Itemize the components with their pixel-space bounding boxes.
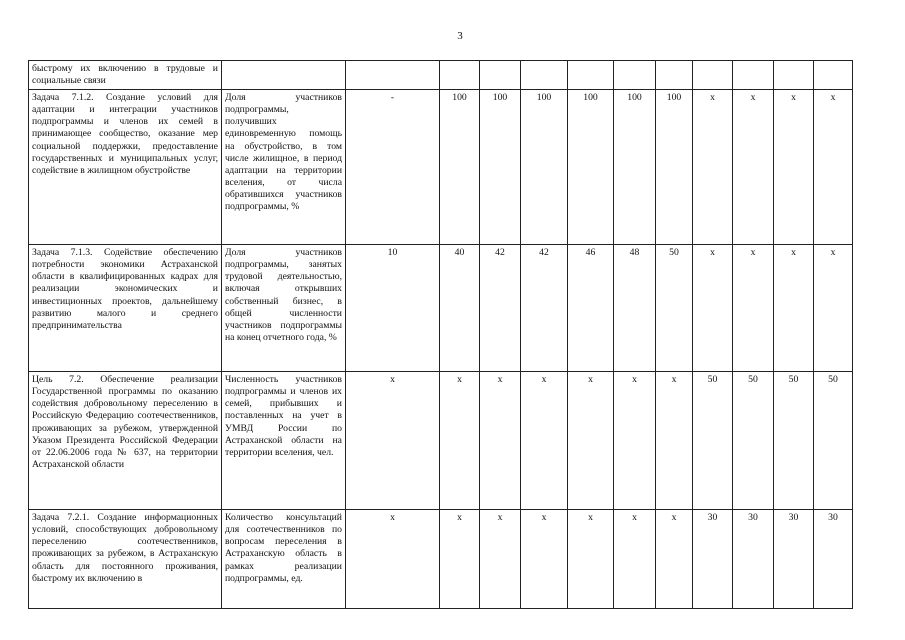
- value-cell: х: [480, 372, 521, 510]
- value-cell: [774, 61, 814, 90]
- table-row: [29, 510, 853, 609]
- indicator-cell: Доля участников подпрограммы, занятых трудовой деятельностью, включая открывших собственный бизнес, в общей численности участников подпрограммы на конец отчетного года, %: [222, 245, 346, 372]
- task-cell: Задача 7.1.2. Создание условий для адаптации и интеграции участников подпрограммы и членов их семей в принимающее сообщество, оказание мер социальной поддержки, предоставление государственных и муниципальных услуг, содействие в жилищном обустройстве: [29, 90, 222, 245]
- value-cell: [733, 61, 774, 90]
- table-row: [29, 245, 853, 372]
- value-cell: х: [440, 372, 480, 510]
- value-cell: х: [656, 372, 693, 510]
- value-cell: х: [346, 510, 440, 609]
- value-cell: х: [693, 90, 733, 245]
- value-cell: [568, 61, 614, 90]
- value-cell: 100: [568, 90, 614, 245]
- value-cell: х: [614, 510, 656, 609]
- value-cell: х: [656, 510, 693, 609]
- value-cell: 30: [693, 510, 733, 609]
- value-cell: х: [568, 372, 614, 510]
- value-cell: 10: [346, 245, 440, 372]
- value-cell: 50: [814, 372, 853, 510]
- value-cell: х: [480, 510, 521, 609]
- value-cell: 100: [656, 90, 693, 245]
- value-cell: х: [814, 245, 853, 372]
- value-cell: [656, 61, 693, 90]
- value-cell: 48: [614, 245, 656, 372]
- value-cell: 30: [733, 510, 774, 609]
- value-cell: 50: [693, 372, 733, 510]
- table-body: [29, 61, 853, 609]
- value-cell: х: [774, 90, 814, 245]
- table-row: [29, 90, 853, 245]
- indicators-table: [28, 60, 853, 609]
- indicator-cell: Численность участников подпрограммы и членов их семей, прибывших и поставленных на учет в УМВД России по Астраханской области на территории вселения, чел.: [222, 372, 346, 510]
- value-cell: х: [521, 372, 568, 510]
- value-cell: [693, 61, 733, 90]
- value-cell: 100: [521, 90, 568, 245]
- value-cell: -: [346, 90, 440, 245]
- value-cell: [814, 61, 853, 90]
- value-cell: [346, 61, 440, 90]
- value-cell: х: [814, 90, 853, 245]
- value-cell: [440, 61, 480, 90]
- value-cell: х: [346, 372, 440, 510]
- value-cell: х: [521, 510, 568, 609]
- value-cell: 42: [480, 245, 521, 372]
- value-cell: х: [733, 245, 774, 372]
- value-cell: 50: [656, 245, 693, 372]
- value-cell: [521, 61, 568, 90]
- value-cell: 100: [440, 90, 480, 245]
- table-row: [29, 61, 853, 90]
- value-cell: х: [693, 245, 733, 372]
- value-cell: 50: [733, 372, 774, 510]
- task-cell: Задача 7.1.3. Содействие обеспечению потребности экономики Астраханской области в квалифицированных кадрах для реализации экономических и инвестиционных проектов, дальнейшему развитию малого и среднего предпринимательства: [29, 245, 222, 372]
- value-cell: 50: [774, 372, 814, 510]
- value-cell: 30: [814, 510, 853, 609]
- value-cell: 100: [480, 90, 521, 245]
- value-cell: х: [614, 372, 656, 510]
- value-cell: [480, 61, 521, 90]
- value-cell: 30: [774, 510, 814, 609]
- value-cell: 42: [521, 245, 568, 372]
- task-cell: быстрому их включению в трудовые и социальные связи: [29, 61, 222, 90]
- task-cell: Задача 7.2.1. Создание информационных условий, способствующих добровольному переселению соотечественников, проживающих за рубежом, в Астраханскую область для постоянного проживания, быстрому их включению в: [29, 510, 222, 609]
- value-cell: [614, 61, 656, 90]
- page-number: 3: [457, 30, 463, 42]
- value-cell: 100: [614, 90, 656, 245]
- value-cell: х: [733, 90, 774, 245]
- indicator-cell: Доля участников подпрограммы, получивших единовременную помощь на обустройство, в том числе жилищное, в период адаптации на территории вселения, от числа обратившихся участников подпрограммы, %: [222, 90, 346, 245]
- value-cell: 46: [568, 245, 614, 372]
- goal-cell: Цель 7.2. Обеспечение реализации Государственной программы по оказанию содействия добровольному переселению в Российскую Федерацию соотечественников, проживающих за рубежом, утвержденной Указом Президента Российской Федерации от 22.06.2006 года № 637, на территории Астраханской области: [29, 372, 222, 510]
- value-cell: х: [440, 510, 480, 609]
- indicator-cell: Количество консультаций для соотечественников по вопросам переселения в Астраханскую область в рамках реализации подпрограммы, ед.: [222, 510, 346, 609]
- indicator-cell: [222, 61, 346, 90]
- value-cell: х: [568, 510, 614, 609]
- table-row: [29, 372, 853, 510]
- value-cell: 40: [440, 245, 480, 372]
- value-cell: х: [774, 245, 814, 372]
